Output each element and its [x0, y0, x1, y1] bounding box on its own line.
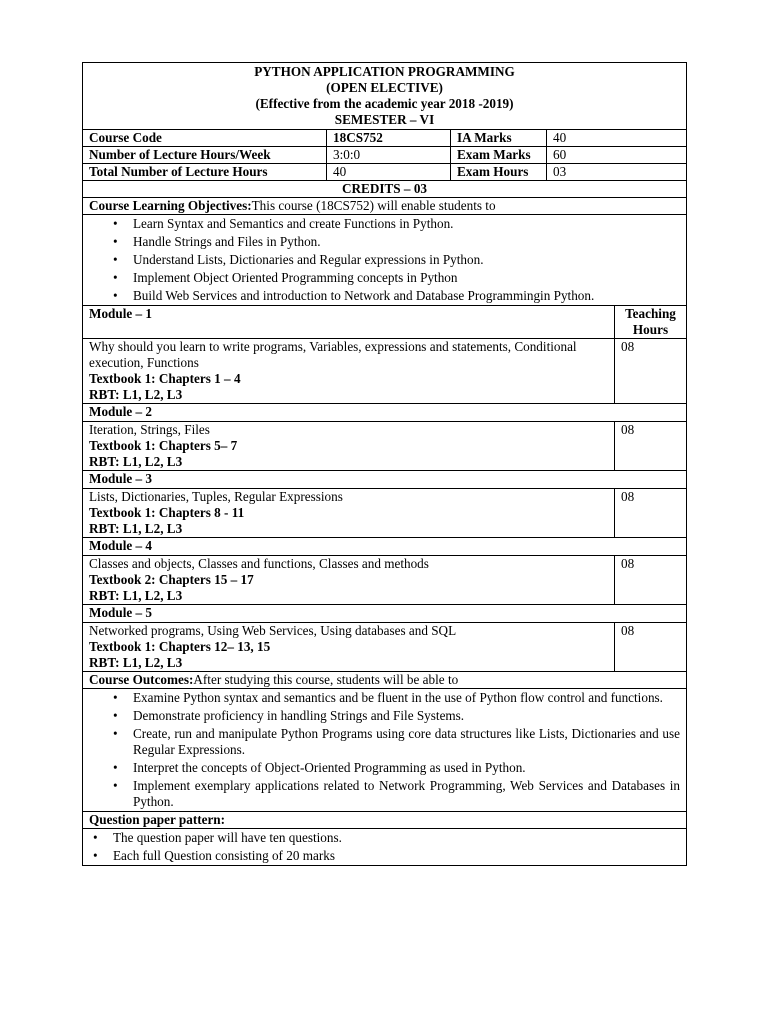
module-heading-row [83, 306, 687, 339]
module-content-row [83, 556, 687, 605]
module-textbook: Textbook 1: Chapters 5– 7 [89, 438, 238, 453]
semester: SEMESTER – VI [334, 112, 435, 127]
question-pattern-row [83, 829, 687, 866]
question-pattern-item: • Each full Question consisting of 20 marks [113, 847, 680, 865]
info-value-2: 03 [547, 164, 687, 181]
objectives-heading-cell [83, 198, 687, 215]
module-textbook: Textbook 1: Chapters 8 - 11 [89, 505, 245, 520]
syllabus-table [82, 62, 687, 866]
module-content-cell [83, 422, 615, 471]
module-title: Module – 4 [83, 538, 687, 556]
objectives-list [89, 215, 680, 305]
question-pattern-item: • The question paper will have ten questions. [113, 829, 680, 847]
teaching-hours-header: Teaching Hours [615, 306, 687, 339]
outcomes-heading-cell [83, 672, 687, 689]
module-topics: Classes and objects, Classes and functions, Classes and methods [89, 556, 429, 571]
module-title: Module – 3 [83, 471, 687, 489]
objective-item: • Implement Object Oriented Programming concepts in Python [133, 269, 680, 287]
info-row [83, 164, 687, 181]
header-row [83, 63, 687, 130]
module-heading-row [83, 538, 687, 556]
outcomes-heading: Course Outcomes: [89, 672, 194, 687]
info-label-2: Exam Hours [451, 164, 547, 181]
question-pattern-cell [83, 829, 687, 866]
objective-item: • Build Web Services and introduction to Network and Database Programmingin Python. [133, 287, 680, 305]
outcome-item: • Create, run and manipulate Python Programs using core data structures like Lists, Dictionaries and use Regular Expressions. [133, 725, 680, 759]
info-value: 18CS752 [327, 130, 451, 147]
module-hours: 08 [615, 422, 687, 471]
module-rbt: RBT: L1, L2, L3 [89, 655, 183, 670]
objectives-row [83, 215, 687, 306]
course-title: PYTHON APPLICATION PROGRAMMING [254, 64, 515, 79]
module-hours: 08 [615, 489, 687, 538]
module-content-row [83, 489, 687, 538]
module-content-row [83, 422, 687, 471]
syllabus-page [82, 62, 686, 866]
module-content-cell [83, 339, 615, 404]
objectives-cell [83, 215, 687, 306]
outcomes-list [89, 689, 680, 811]
info-value: 3:0:0 [327, 147, 451, 164]
objective-item: • Learn Syntax and Semantics and create Functions in Python. [133, 215, 680, 233]
module-topics: Lists, Dictionaries, Tuples, Regular Expressions [89, 489, 343, 504]
outcomes-row [83, 689, 687, 812]
module-content-cell [83, 556, 615, 605]
module-heading-row [83, 605, 687, 623]
module-heading-row [83, 471, 687, 489]
objective-item: • Understand Lists, Dictionaries and Regular expressions in Python. [133, 251, 680, 269]
question-pattern-heading: Question paper pattern: [83, 812, 687, 829]
course-header [83, 63, 687, 130]
module-heading-row [83, 404, 687, 422]
module-textbook: Textbook 1: Chapters 12– 13, 15 [89, 639, 271, 654]
module-topics: Why should you learn to write programs, Variables, expressions and statements, Conditional execution, Functions [89, 339, 577, 370]
outcome-item: • Examine Python syntax and semantics and be fluent in the use of Python flow control and functions. [133, 689, 680, 707]
module-rbt: RBT: L1, L2, L3 [89, 454, 183, 469]
module-rbt: RBT: L1, L2, L3 [89, 387, 183, 402]
module-title: Module – 1 [83, 306, 615, 339]
question-pattern-heading-row [83, 812, 687, 829]
module-hours: 08 [615, 623, 687, 672]
outcomes-heading-row [83, 672, 687, 689]
module-hours: 08 [615, 556, 687, 605]
info-value-2: 60 [547, 147, 687, 164]
info-label: Course Code [83, 130, 327, 147]
module-textbook: Textbook 1: Chapters 1 – 4 [89, 371, 241, 386]
module-content-cell [83, 623, 615, 672]
module-textbook: Textbook 2: Chapters 15 – 17 [89, 572, 254, 587]
credits: CREDITS – 03 [83, 181, 687, 198]
objectives-heading: Course Learning Objectives: [89, 198, 252, 213]
outcome-item: • Implement exemplary applications related to Network Programming, Web Services and Databases in Python. [133, 777, 680, 811]
info-label-2: IA Marks [451, 130, 547, 147]
info-value-2: 40 [547, 130, 687, 147]
info-label-2: Exam Marks [451, 147, 547, 164]
module-title: Module – 2 [83, 404, 687, 422]
question-pattern-list [89, 829, 680, 865]
module-content-row [83, 623, 687, 672]
course-subtitle: (OPEN ELECTIVE) [326, 80, 443, 95]
module-hours: 08 [615, 339, 687, 404]
outcome-item: • Demonstrate proficiency in handling Strings and File Systems. [133, 707, 680, 725]
credits-row [83, 181, 687, 198]
info-label: Number of Lecture Hours/Week [83, 147, 327, 164]
module-content-row [83, 339, 687, 404]
objectives-intro: This course (18CS752) will enable students to [251, 198, 496, 213]
module-title: Module – 5 [83, 605, 687, 623]
info-label: Total Number of Lecture Hours [83, 164, 327, 181]
effective-year: (Effective from the academic year 2018 -2019) [255, 96, 514, 111]
info-value: 40 [327, 164, 451, 181]
outcomes-cell [83, 689, 687, 812]
info-row [83, 130, 687, 147]
module-topics: Networked programs, Using Web Services, Using databases and SQL [89, 623, 457, 638]
objective-item: • Handle Strings and Files in Python. [133, 233, 680, 251]
info-row [83, 147, 687, 164]
objectives-heading-row [83, 198, 687, 215]
module-rbt: RBT: L1, L2, L3 [89, 521, 183, 536]
module-topics: Iteration, Strings, Files [89, 422, 210, 437]
module-rbt: RBT: L1, L2, L3 [89, 588, 183, 603]
outcome-item: • Interpret the concepts of Object-Oriented Programming as used in Python. [133, 759, 680, 777]
module-content-cell [83, 489, 615, 538]
outcomes-intro: After studying this course, students will be able to [193, 672, 459, 687]
